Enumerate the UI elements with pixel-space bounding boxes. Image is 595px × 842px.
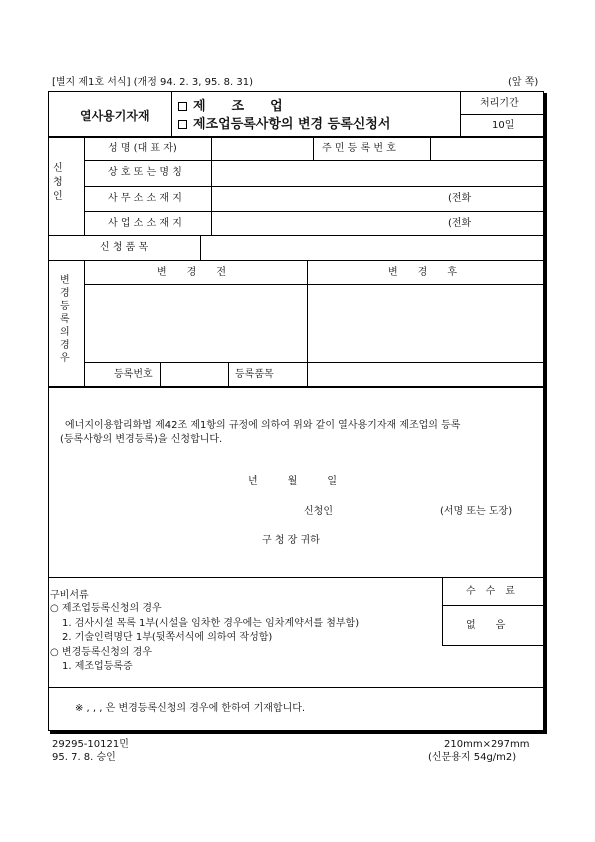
statement-signature: (서명 또는 도장) — [440, 506, 513, 517]
name-field[interactable] — [213, 139, 311, 159]
statement-applicant: 신청인 — [304, 506, 333, 517]
documents-section-1-item-1: 1. 검사시설 목록 1부(시설을 임차한 경우에는 임차계약서를 첨부함) — [62, 618, 360, 629]
registration-no-field[interactable] — [162, 364, 226, 384]
label-resident-no: 주 민 등 록 번 호 — [322, 143, 396, 154]
checkbox-manufacture[interactable] — [178, 102, 187, 111]
form-reference: [별지 제1호 서식] (개정 94. 2. 3, 95. 8. 31) — [52, 77, 254, 88]
statement-date: 년 월 일 — [248, 476, 337, 487]
label-before-change: 변 경 전 — [157, 267, 226, 278]
paper-type: (신문용지 54g/m2) — [428, 752, 517, 763]
label-name: 성 명 (대 표 자) — [108, 143, 177, 154]
title-option-change-label: 제조업등록사항의 변경 등록신청서 — [193, 117, 391, 132]
label-registered-item: 등록품목 — [235, 369, 274, 380]
business-address-field[interactable] — [213, 214, 443, 233]
statement-line-2: (등록사항의 변경등록)을 신청합니다. — [60, 434, 223, 445]
label-registration-no: 등록번호 — [114, 369, 153, 380]
checkbox-change[interactable] — [178, 120, 187, 129]
processing-period-value: 10일 — [492, 120, 515, 131]
note: ※ , , , 은 변경등록신청의 경우에 한하여 기재합니다. — [75, 703, 306, 714]
form-code: 29295-10121민 — [52, 739, 129, 750]
label-office-address: 사 무 소 소 재 지 — [108, 193, 182, 204]
label-after-change: 변 경 후 — [388, 267, 457, 278]
documents-section-1-item-2: 2. 기술인력명단 1부(뒷쪽서식에 의하여 작성함) — [62, 632, 273, 643]
company-name-field[interactable] — [213, 163, 542, 184]
title-option-change[interactable] — [178, 118, 390, 131]
office-address-field[interactable] — [213, 189, 443, 209]
label-application-item: 신 청 품 목 — [100, 242, 149, 253]
page-side-label: (앞 쪽) — [508, 77, 539, 88]
applicant-group-label: 신청인 — [53, 163, 63, 202]
title-option-manufacture-label: 제 조 업 — [193, 99, 283, 114]
before-change-field[interactable] — [86, 286, 305, 360]
label-business-address: 사 업 소 소 재 지 — [108, 218, 182, 229]
fee-label: 수 수 료 — [466, 586, 515, 597]
fee-value: 없 음 — [466, 620, 506, 631]
application-item-field[interactable] — [203, 238, 542, 258]
label-company-name: 상 호 또 는 명 칭 — [108, 167, 182, 178]
resident-no-field[interactable] — [432, 139, 542, 159]
after-change-field[interactable] — [309, 286, 542, 360]
title-option-manufacture[interactable] — [178, 100, 283, 113]
registered-item-field[interactable] — [309, 364, 542, 384]
office-phone-label: (전화 — [448, 193, 472, 204]
change-group-label: 변경등록의경우 — [60, 275, 70, 364]
business-phone-label: (전화 — [448, 218, 472, 229]
addressee: 구 청 장 귀하 — [262, 535, 320, 546]
processing-period-label: 처리기간 — [480, 98, 519, 109]
form-title-left: 열사용기자재 — [80, 109, 150, 123]
documents-section-2-item-1: 1. 제조업등록증 — [62, 661, 133, 672]
paper-size: 210mm×297mm — [444, 739, 530, 750]
documents-title: 구비서류 — [50, 590, 89, 601]
statement-line-1: 에너지이용합리화법 제42조 제1항의 규정에 의하여 위와 같이 열사용기자재 제조업의 등록 — [65, 420, 461, 431]
documents-section-2-heading: ○ 변경등록신청의 경우 — [50, 647, 153, 658]
approval-date: 95. 7. 8. 승인 — [52, 752, 116, 763]
documents-section-1-heading: ○ 제조업등록신청의 경우 — [50, 603, 162, 614]
